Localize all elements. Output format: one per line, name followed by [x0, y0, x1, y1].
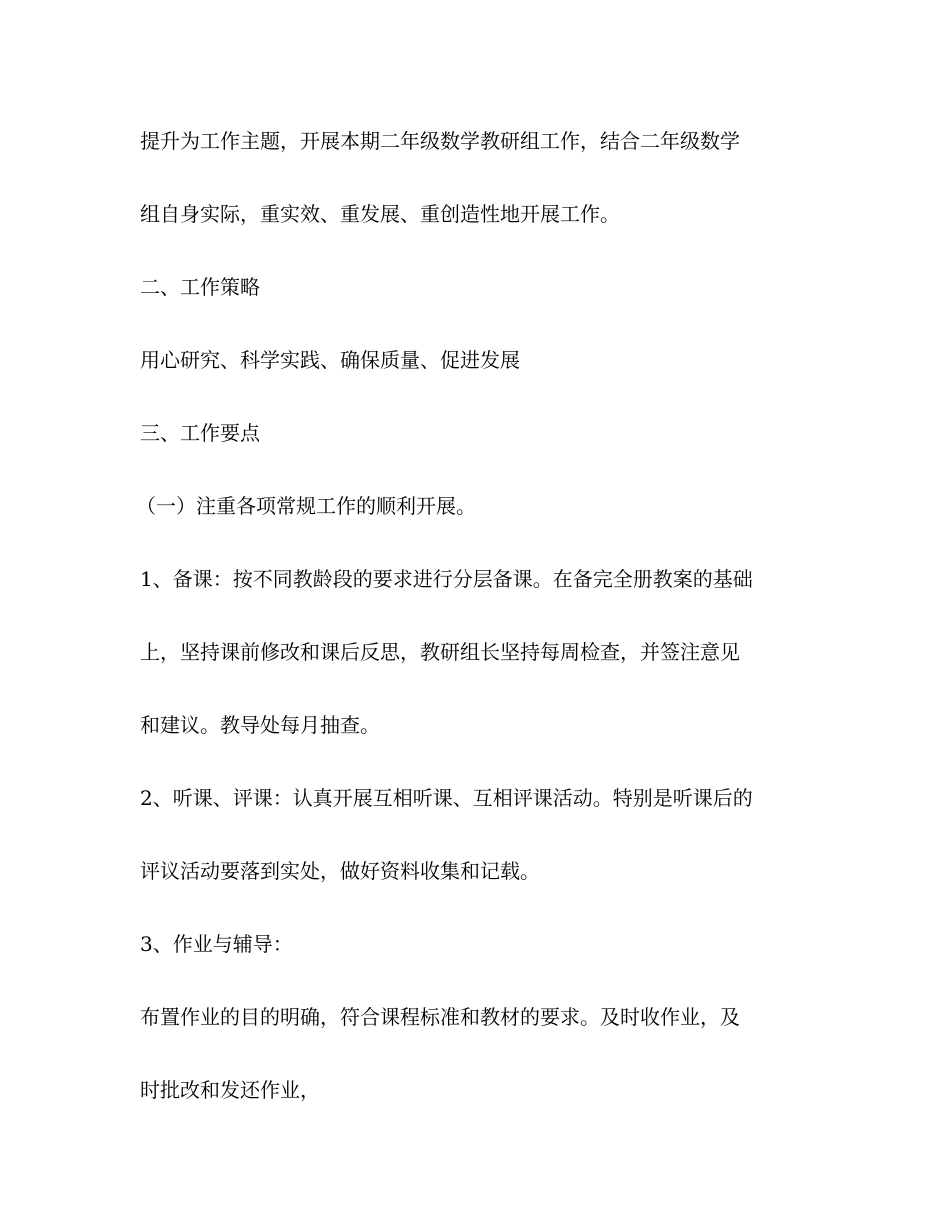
paragraph-line: 布置作业的目的明确，符合课程标准和教材的要求。及时收作业，及 [140, 1005, 740, 1029]
paragraph-line: 时批改和发还作业， [140, 1078, 320, 1102]
section-heading: 二、工作策略 [140, 275, 260, 299]
paragraph-line: 上，坚持课前修改和课后反思，教研组长坚持每周检查，并签注意见 [140, 640, 740, 664]
paragraph-line: 2、听课、评课：认真开展互相听课、互相评课活动。特别是听课后的 [140, 786, 753, 810]
document-body [136, 121, 820, 1143]
section-heading: 三、工作要点 [140, 421, 260, 445]
paragraph-line: 和建议。教导处每月抽查。 [140, 713, 380, 737]
paragraph-line: 3、作业与辅导： [140, 932, 293, 956]
paragraph-line: 组自身实际，重实效、重发展、重创造性地开展工作。 [140, 202, 620, 226]
paragraph-line: 1、备课：按不同教龄段的要求进行分层备课。在备完全册教案的基础 [140, 567, 753, 591]
paragraph-line: 提升为工作主题，开展本期二年级数学教研组工作，结合二年级数学 [140, 129, 740, 153]
paragraph-line: 评议活动要落到实处，做好资料收集和记载。 [140, 859, 540, 883]
paragraph-line: 用心研究、科学实践、确保质量、促进发展 [140, 348, 520, 372]
subsection-heading: （一）注重各项常规工作的顺利开展。 [136, 494, 476, 518]
